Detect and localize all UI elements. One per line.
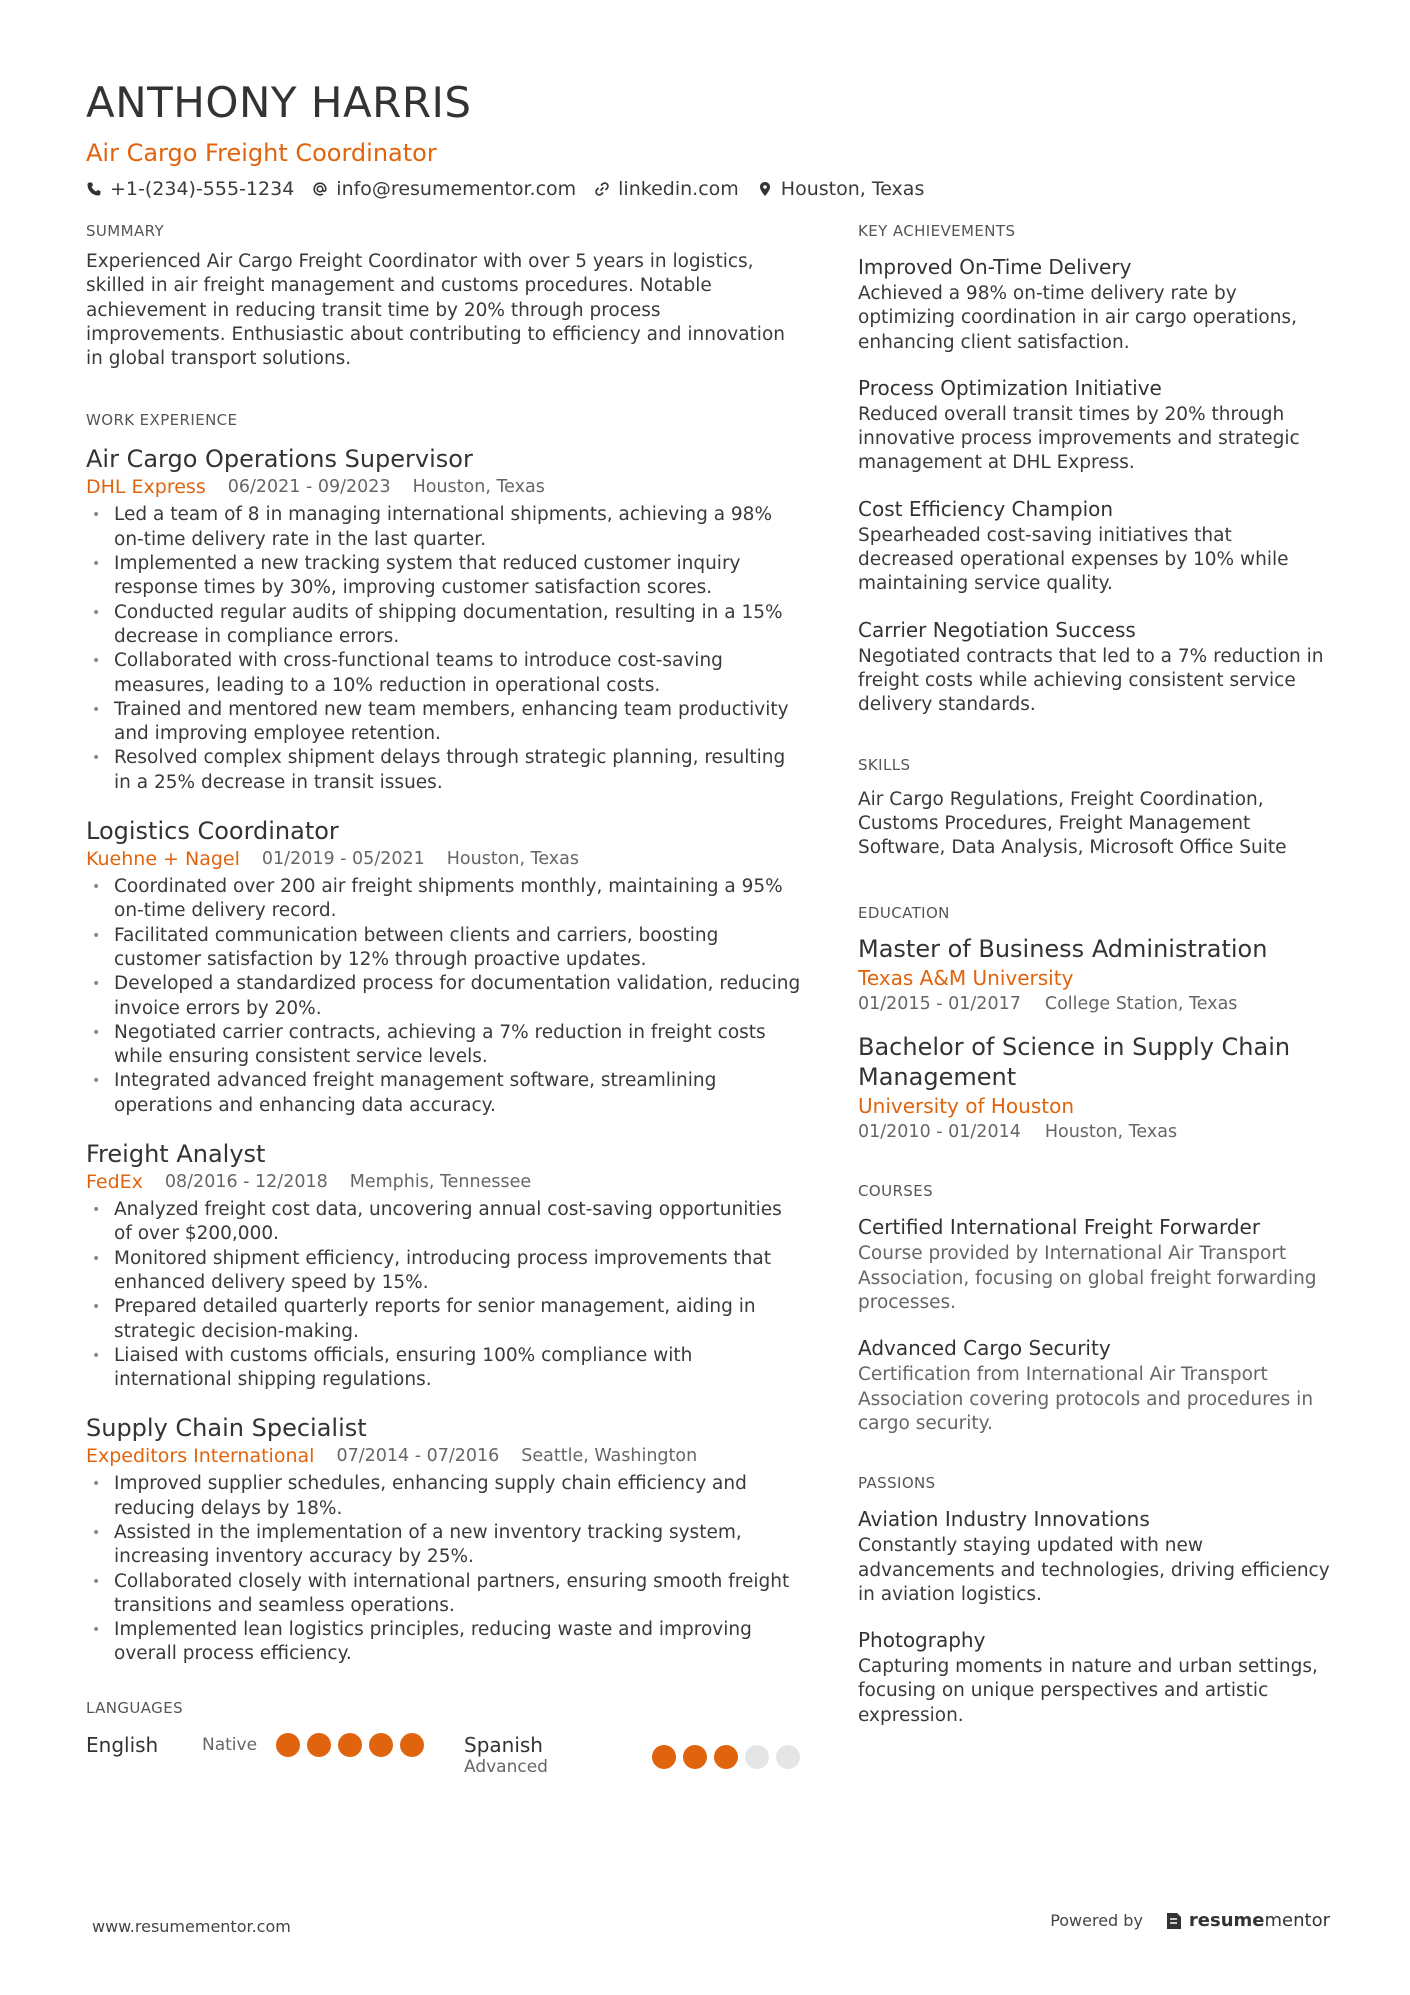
contact-location [757, 174, 925, 204]
achievement-text: Achieved a 98% on-time delivery rate by optimizing coordination in air cargo operations, enhancing client satisfaction. [858, 283, 1297, 353]
rating-dot-filled [369, 1733, 393, 1757]
education-dates: 01/2015 - 01/2017 [858, 994, 1021, 1015]
passion-title: Aviation Industry Innovations [858, 1507, 1150, 1532]
rating-dot-filled [652, 1745, 676, 1769]
achievement-item [858, 615, 1333, 718]
contact-linkedin[interactable] [594, 174, 739, 204]
job-title: Air Cargo Operations Supervisor [86, 445, 473, 474]
bullet-item: • Trained and mentored new team members, enhancing team productivity and improving employee retention. [86, 698, 801, 747]
candidate-name: ANTHONY HARRIS [86, 78, 472, 127]
language-item [86, 1733, 464, 1757]
location-pin-icon [757, 181, 773, 197]
passions-heading: PASSIONS [858, 1474, 936, 1493]
language-level: Native [202, 1734, 258, 1755]
footer-brand [1050, 1910, 1330, 1931]
achievement-item [858, 373, 1333, 476]
summary-text: Experienced Air Cargo Freight Coordinator with over 5 years in logistics, skilled in air freight management and customs procedures. Notable achievement in reducing transit time by 20% through process improvements. Enthusiastic about contributing to efficiency and innovation in global transport solutions. [86, 251, 785, 370]
education-location: College Station, Texas [1044, 994, 1238, 1015]
powered-by-text: Powered by [1050, 1911, 1143, 1930]
education-degree: Bachelor of Science in Supply Chain Management [858, 1033, 1291, 1092]
summary-heading: SUMMARY [86, 222, 165, 240]
education-list [858, 934, 1333, 1144]
rating-dot-filled [400, 1733, 424, 1757]
phone-text: +1-(234)-555-1234 [110, 178, 295, 200]
bullet-item: • Implemented lean logistics principles, reducing waste and improving overall process efficiency. [86, 1618, 801, 1667]
job-location: Houston, Texas [446, 849, 579, 870]
passion-item [858, 1504, 1333, 1607]
bullet-item: • Developed a standardized process for documentation validation, reducing invoice errors by 20%. [86, 972, 801, 1021]
job-bullets [86, 875, 801, 1118]
job-entry [86, 1412, 801, 1666]
job-meta [86, 1170, 801, 1194]
brand-logo[interactable] [1165, 1910, 1330, 1931]
job-dates: 01/2019 - 05/2021 [261, 849, 425, 870]
job-dates: 07/2014 - 07/2016 [336, 1446, 500, 1467]
passions-list [858, 1504, 1333, 1728]
resume-header [86, 74, 1326, 204]
course-text: Course provided by International Air Transport Association, focusing on global freight forwarding processes. [858, 1243, 1317, 1314]
resumementor-logo-icon [1165, 1911, 1183, 1931]
courses-heading: COURSES [858, 1182, 934, 1201]
achievement-text: Spearheaded cost-saving initiatives that decreased operational expenses by 10% while maintaining service quality. [858, 524, 1289, 595]
achievement-item [858, 494, 1333, 597]
course-text: Certification from International Air Transport Association covering protocols and procedures in cargo security. [858, 1364, 1314, 1434]
right-column [858, 218, 1333, 1746]
rating-dot-empty [776, 1745, 800, 1769]
job-title: Supply Chain Specialist [86, 1414, 367, 1443]
job-dates: 08/2016 - 12/2018 [164, 1172, 328, 1193]
rating-dot-filled [307, 1733, 331, 1757]
course-title: Certified International Freight Forwarder [858, 1215, 1261, 1240]
job-bullets [86, 503, 801, 795]
education-item [858, 934, 1333, 1016]
job-entry [86, 443, 801, 795]
location-text: Houston, Texas [780, 178, 925, 200]
bullet-item: • Prepared detailed quarterly reports for senior management, aiding in strategic decision-making. [86, 1295, 801, 1344]
rating-dot-filled [683, 1745, 707, 1769]
skills-text: Air Cargo Regulations, Freight Coordination, Customs Procedures, Freight Management Software, Data Analysis, Microsoft Office Suite [858, 788, 1287, 859]
language-rating [652, 1745, 800, 1769]
language-level: Advanced [464, 1756, 548, 1777]
bullet-item: • Conducted regular audits of shipping documentation, resulting in a 15% decrease in compliance errors. [86, 601, 801, 650]
email-text: info@resumementor.com [336, 178, 577, 200]
footer-website[interactable]: www.resumementor.com [92, 1917, 291, 1936]
candidate-role: Air Cargo Freight Coordinator [86, 139, 437, 167]
achievement-item [858, 252, 1333, 355]
language-name: English [86, 1732, 159, 1757]
languages-heading: LANGUAGES [86, 1698, 184, 1717]
link-icon [594, 181, 610, 197]
education-heading: EDUCATION [858, 904, 950, 923]
job-dates: 06/2021 - 09/2023 [227, 477, 391, 498]
job-company: Expeditors International [86, 1445, 315, 1468]
bullet-item: • Assisted in the implementation of a new inventory tracking system, increasing inventory accuracy by 25%. [86, 1521, 801, 1570]
achievement-title: Cost Efficiency Champion [858, 496, 1114, 521]
linkedin-text: linkedin.com [618, 178, 739, 200]
job-title: Freight Analyst [86, 1140, 266, 1169]
contact-email[interactable] [312, 174, 576, 204]
skills-heading: SKILLS [858, 755, 911, 774]
job-location: Seattle, Washington [521, 1446, 698, 1467]
job-meta [86, 1444, 801, 1468]
job-location: Memphis, Tennessee [349, 1172, 532, 1193]
passion-title: Photography [858, 1628, 986, 1653]
bullet-item: • Improved supplier schedules, enhancing supply chain efficiency and reducing delays by 18%. [86, 1472, 801, 1521]
education-item [858, 1032, 1333, 1144]
job-meta [86, 475, 801, 499]
rating-dot-filled [714, 1745, 738, 1769]
brand-bold: resume [1188, 1910, 1265, 1931]
job-meta [86, 847, 801, 871]
contact-phone[interactable] [86, 174, 294, 204]
bullet-item: • Integrated advanced freight management software, streamlining operations and enhancing data accuracy. [86, 1069, 801, 1118]
course-item [858, 1333, 1333, 1436]
achievement-text: Reduced overall transit times by 20% through innovative process improvements and strategic management at DHL Express. [858, 403, 1300, 474]
bullet-item: • Collaborated closely with international partners, ensuring smooth freight transitions and seamless operations. [86, 1570, 801, 1619]
bullet-item: • Analyzed freight cost data, uncovering annual cost-saving opportunities of over $200,000. [86, 1198, 801, 1247]
left-column [86, 218, 801, 1777]
bullet-item: • Coordinated over 200 air freight shipments monthly, maintaining a 95% on-time delivery record. [86, 875, 801, 924]
courses-list [858, 1212, 1333, 1436]
job-company: Kuehne + Nagel [86, 848, 240, 871]
achievement-title: Carrier Negotiation Success [858, 617, 1136, 642]
job-company: DHL Express [86, 476, 206, 499]
achievement-text: Negotiated contracts that led to a 7% reduction in freight costs while achieving consistent service delivery standards. [858, 645, 1324, 716]
bullet-item: • Implemented a new tracking system that reduced customer inquiry response times by 30%, improving customer satisfaction scores. [86, 552, 801, 601]
experience-heading: WORK EXPERIENCE [86, 411, 238, 430]
education-meta [858, 1120, 1333, 1144]
passion-text: Constantly staying updated with new advancements and technologies, driving efficiency in aviation logistics. [858, 1535, 1330, 1605]
achievements-list [858, 252, 1333, 718]
achievement-title: Improved On-Time Delivery [858, 255, 1132, 279]
language-name: Spanish [464, 1732, 543, 1757]
job-bullets [86, 1198, 801, 1392]
achievement-title: Process Optimization Initiative [858, 375, 1162, 400]
education-school: Texas A&M University [858, 966, 1074, 991]
bullet-item: • Liaised with customs officials, ensuring 100% compliance with international shipping regulations. [86, 1344, 801, 1393]
experience-list [86, 443, 801, 1666]
brand-rest: mentor [1264, 1910, 1330, 1931]
education-dates: 01/2010 - 01/2014 [858, 1122, 1021, 1143]
job-company: FedEx [86, 1171, 143, 1194]
course-item [858, 1212, 1333, 1315]
passion-text: Capturing moments in nature and urban settings, focusing on unique perspectives and artistic expression. [858, 1656, 1318, 1726]
job-location: Houston, Texas [412, 477, 545, 498]
passion-item [858, 1625, 1333, 1728]
education-meta [858, 992, 1333, 1016]
job-title: Logistics Coordinator [86, 817, 339, 846]
rating-dot-empty [745, 1745, 769, 1769]
job-entry [86, 815, 801, 1118]
bullet-item: • Facilitated communication between clients and carriers, boosting customer satisfaction by 12% through proactive updates. [86, 924, 801, 973]
languages-list [86, 1733, 801, 1777]
contact-bar [86, 174, 1326, 204]
education-location: Houston, Texas [1044, 1122, 1178, 1143]
rating-dot-filled [276, 1733, 300, 1757]
rating-dot-filled [338, 1733, 362, 1757]
bullet-item: • Monitored shipment efficiency, introducing process improvements that enhanced delivery speed by 15%. [86, 1247, 801, 1296]
at-icon [312, 181, 328, 197]
education-degree: Master of Business Administration [858, 935, 1268, 964]
bullet-item: • Led a team of 8 in managing international shipments, achieving a 98% on-time delivery rate in the last quarter. [86, 503, 801, 552]
bullet-item: • Collaborated with cross-functional teams to introduce cost-saving measures, leading to a 10% reduction in operational costs. [86, 649, 801, 698]
education-school: University of Houston [858, 1094, 1075, 1119]
achievements-heading: KEY ACHIEVEMENTS [858, 222, 1016, 240]
language-item [464, 1733, 801, 1777]
job-bullets [86, 1472, 801, 1666]
bullet-item: • Negotiated carrier contracts, achieving a 7% reduction in freight costs while ensuring consistent service levels. [86, 1021, 801, 1070]
phone-icon [86, 181, 102, 197]
language-rating [276, 1733, 424, 1757]
bullet-item: • Resolved complex shipment delays through strategic planning, resulting in a 25% decrease in transit issues. [86, 746, 801, 795]
job-entry [86, 1138, 801, 1392]
course-title: Advanced Cargo Security [858, 1336, 1111, 1361]
